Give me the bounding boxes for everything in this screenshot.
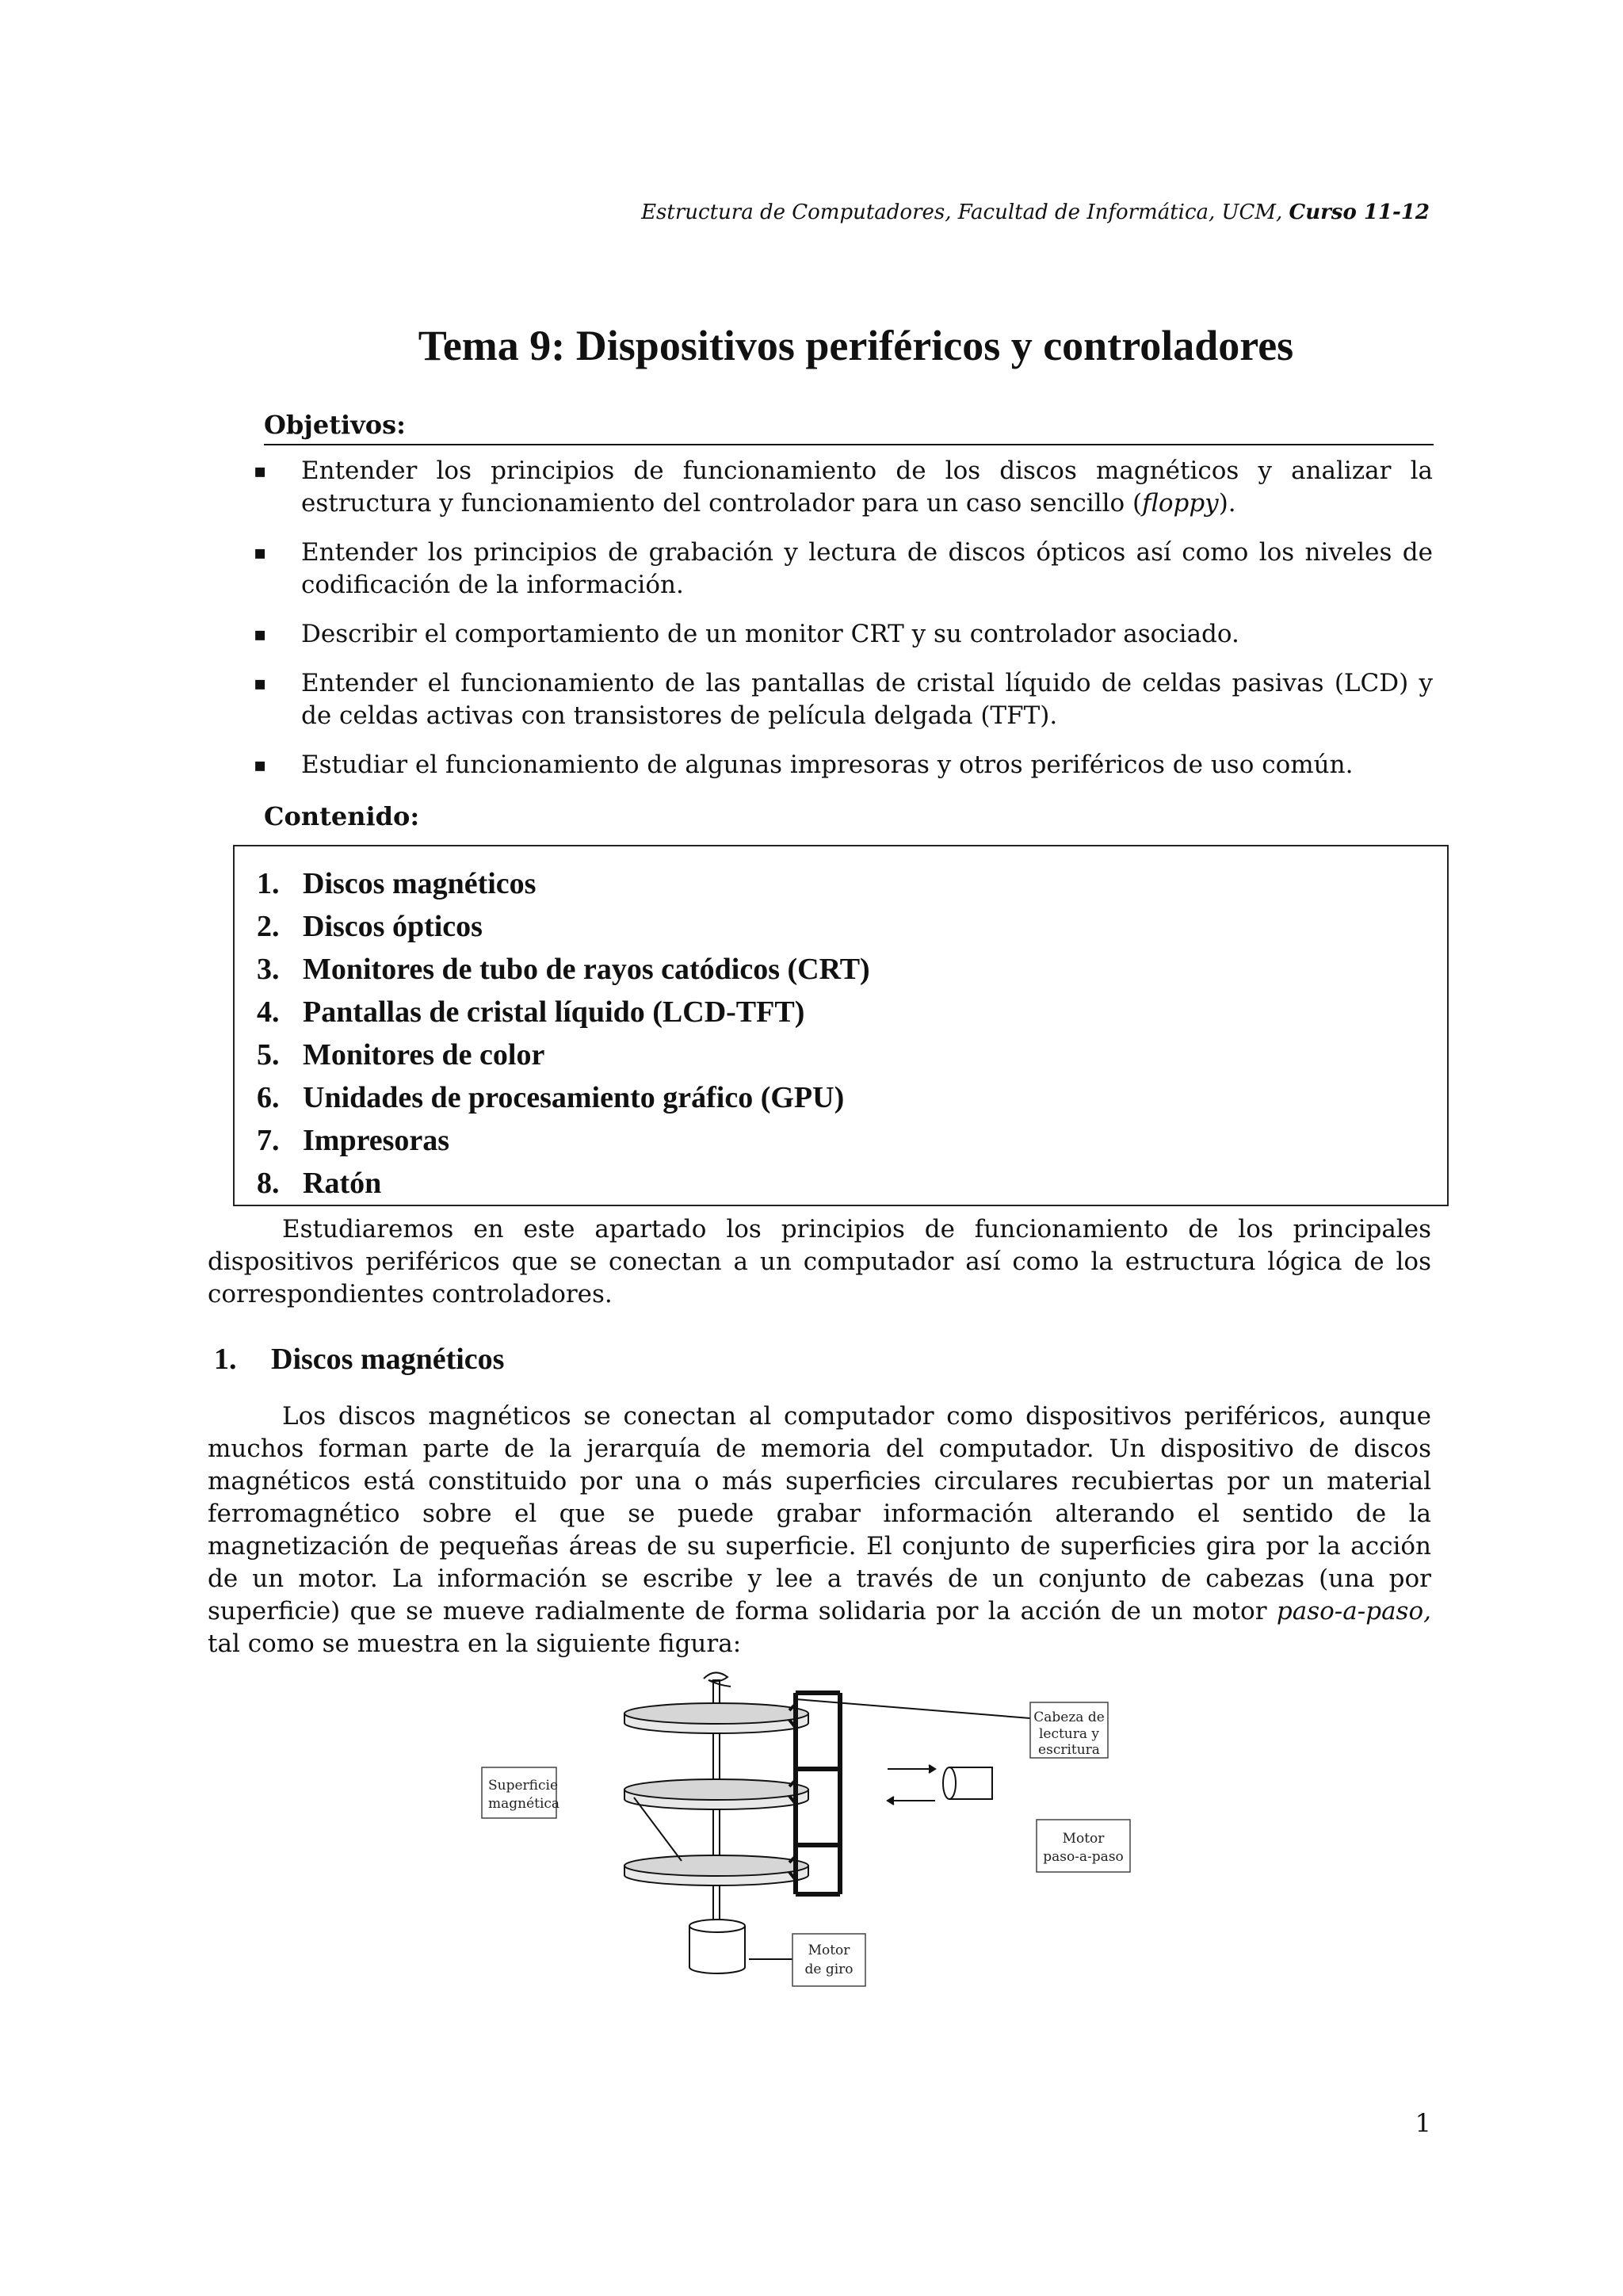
svg-text:Motor: Motor: [1062, 1831, 1105, 1847]
square-bullet-icon: ▪: [254, 460, 267, 482]
objetivos-list: [254, 455, 1433, 798]
square-bullet-icon: ▪: [254, 541, 267, 563]
objetivo-item: ▪ Describir el comportamiento de un monitor CRT y su controlador asociado.: [254, 618, 1433, 651]
running-header-course: Estructura de Computadores, Facultad de Informática, UCM,: [641, 201, 1289, 224]
svg-text:paso-a-paso: paso-a-paso: [1043, 1849, 1124, 1865]
contenido-item: 5. Monitores de color: [257, 1038, 545, 1072]
contenido-item: 8. Ratón: [257, 1167, 382, 1200]
contenido-item: 3. Monitores de tubo de rayos catódicos (CRT): [257, 953, 870, 986]
leader-head: [796, 1699, 1030, 1718]
contenido-item: 4. Pantallas de cristal líquido (LCD-TFT): [257, 995, 805, 1029]
svg-text:lectura y: lectura y: [1038, 1726, 1100, 1742]
svg-text:escritura: escritura: [1038, 1742, 1100, 1758]
intro-paragraph: Estudiaremos en este apartado los principios de funcionamiento de los principales dispositivos periféricos que se conectan a un computador así como la estructura lógica de los correspondientes controladores.: [208, 1215, 1431, 1308]
running-header-year: Curso 11-12: [1289, 201, 1430, 224]
svg-text:de giro: de giro: [804, 1962, 854, 1977]
square-bullet-icon: ▪: [254, 623, 267, 645]
svg-text:magnética: magnética: [488, 1796, 560, 1812]
page-title: Tema 9: Dispositivos periféricos y controladores: [418, 322, 1294, 369]
page-number: 1: [1415, 2108, 1431, 2138]
objetivo-item: ▪ Estudiar el funcionamiento de algunas impresoras y otros periféricos de uso común.: [254, 749, 1433, 781]
running-header: [206, 201, 1430, 224]
platter-bottom: [624, 1855, 808, 1885]
svg-text:Motor: Motor: [808, 1943, 850, 1958]
label-stepper: [1037, 1820, 1130, 1872]
disk-diagram: [475, 1664, 1189, 2005]
objetivos-rule: [264, 444, 1434, 445]
contenido-heading: Contenido:: [264, 801, 420, 831]
label-head: [1030, 1702, 1108, 1758]
section-paragraph: Los discos magnéticos se conectan al computador como dispositivos periféricos, aunque muchos forman parte de la jerarquía de memoria del computador. Un dispositivo de discos magnéticos está constituido por una o más superficies circulares recubiertas por un material ferromagnético sobre el que se puede grabar información alterando el sentido de la magnetización de pequeñas áreas de su superficie. El conjunto de superficies gira por la acción de un motor. La información se escribe y lee a través de un conjunto de cabezas (una por superficie) que se mueve radialmente de forma solidaria por la acción de un motor paso-a-paso, tal como se muestra en la siguiente figura:: [208, 1402, 1431, 1658]
disk-figure: [475, 1664, 1189, 2005]
objetivos-heading: Objetivos:: [264, 410, 406, 440]
objetivo-item: ▪ Entender el funcionamiento de las pantallas de cristal líquido de celdas pasivas (LCD) y de celdas activas con transistores de película delgada (TFT).: [254, 669, 1433, 730]
platter-middle: [624, 1779, 808, 1809]
motion-arrows: [888, 1765, 935, 1805]
contenido-item: 6. Unidades de procesamiento gráfico (GPU): [257, 1081, 845, 1114]
contenido-box: [233, 845, 1449, 1206]
label-spin: [792, 1934, 865, 1986]
contenido-item: 7. Impresoras: [257, 1124, 450, 1157]
section-heading: 1. Discos magnéticos: [214, 1343, 505, 1376]
square-bullet-icon: ▪: [254, 672, 267, 694]
contenido-item: 1. Discos magnéticos: [257, 867, 537, 900]
platter-top: [624, 1703, 808, 1733]
contenido-list: [257, 862, 870, 1205]
objetivo-item: ▪ Entender los principios de funcionamiento de los discos magnéticos y analizar la estructura y funcionamiento del controlador para un caso sencillo (floppy).: [254, 457, 1433, 518]
svg-text:Cabeza de: Cabeza de: [1033, 1710, 1105, 1725]
svg-text:Superficie: Superficie: [488, 1778, 559, 1794]
label-surface: [482, 1767, 559, 1818]
stepper-motor: [943, 1767, 992, 1799]
objetivo-item: ▪ Entender los principios de grabación y lectura de discos ópticos así como los niveles de codificación de la información.: [254, 538, 1433, 599]
spin-motor: [689, 1920, 745, 1973]
contenido-item: 2. Discos ópticos: [257, 910, 483, 943]
square-bullet-icon: ▪: [254, 754, 267, 776]
